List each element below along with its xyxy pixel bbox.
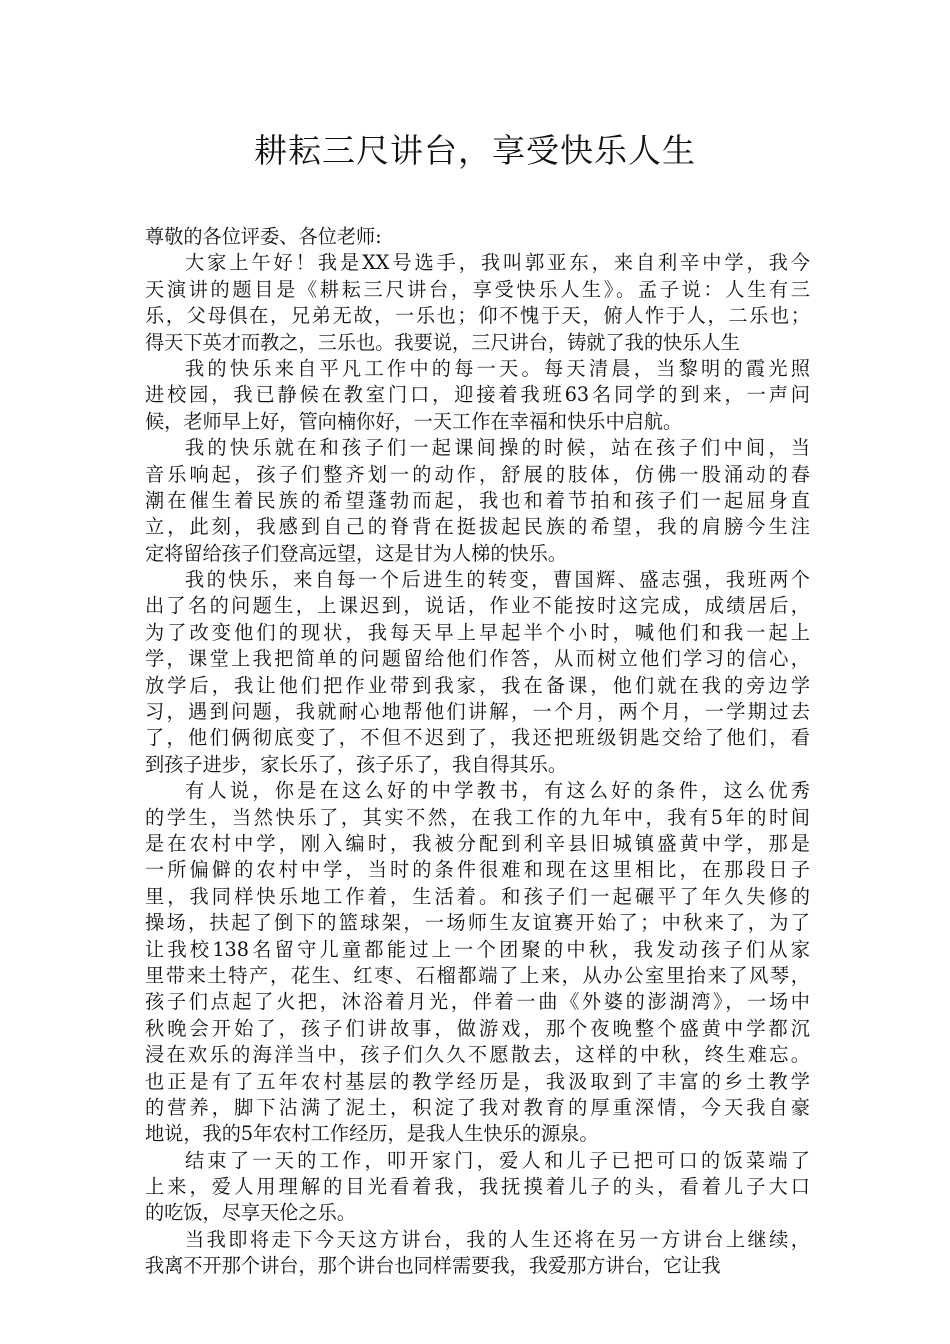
paragraph-line: 的营养，脚下沾满了泥土，积淀了我对教育的厚重深情，今天我自豪 [145, 1095, 810, 1119]
paragraph-line: 潮在催生着民族的希望蓬勃而起，我也和着节拍和孩子们一起屈身直 [145, 488, 810, 512]
paragraph-line: 的吃饭，尽享天伦之乐。 [145, 1201, 357, 1225]
paragraph-line: 进校园，我已静候在教室门口，迎接着我班63名同学的到来，一声问 [145, 383, 810, 407]
paragraph-line: 学，课堂上我把简单的问题留给他们作答，从而树立他们学习的信心， [145, 647, 810, 671]
paragraph-line: 上来，爱人用理解的目光看着我，我抚摸着儿子的头，看着儿子大口 [145, 1175, 810, 1199]
paragraph-line: 大家上午好！我是XX号选手，我叫郭亚东，来自利辛中学，我今 [185, 251, 810, 275]
paragraph [145, 778, 810, 1147]
paragraph-line: 出了名的问题生，上课迟到，说话，作业不能按时这完成，成绩居后， [145, 594, 810, 618]
paragraph-line: 得天下英才而教之，三乐也。我要说，三尺讲台，铸就了我的快乐人生 [145, 330, 740, 354]
paragraph-line: 结束了一天的工作，叩开家门，爱人和儿子已把可口的饭菜端了 [185, 1148, 810, 1172]
paragraph [145, 1227, 810, 1280]
paragraph [145, 435, 810, 567]
paragraph-line: 定将留给孩子们登高远望，这是甘为人梯的快乐。 [145, 541, 568, 565]
paragraph [145, 1148, 810, 1227]
paragraph-line: 里带来土特产，花生、红枣、石榴都端了上来，从办公室里抬来了风琴， [145, 963, 810, 987]
paragraph-line: 乐，父母俱在，兄弟无故，一乐也；仰不愧于天，俯人怍于人，二乐也； [145, 304, 810, 328]
paragraph-line: 立，此刻，我感到自己的脊背在挺拔起民族的希望，我的肩膀今生注 [145, 515, 810, 539]
paragraph-line: 习，遇到问题，我就耐心地帮他们讲解，一个月，两个月，一学期过去 [145, 700, 810, 724]
paragraph-line: 了，他们俩彻底变了，不但不迟到了，我还把班级钥匙交给了他们，看 [145, 726, 810, 750]
document-title: 耕耘三尺讲台，享受快乐人生 [254, 131, 696, 170]
paragraph-line: 音乐响起，孩子们整齐划一的动作，舒展的肢体，仿佛一股涌动的春 [145, 462, 810, 486]
paragraph [145, 250, 810, 356]
paragraph-line: 是在农村中学，刚入编时，我被分配到利辛县旧城镇盛黄中学，那是 [145, 831, 810, 855]
paragraph-line: 当我即将走下今天这方讲台，我的人生还将在另一方讲台上继续， [185, 1227, 810, 1251]
paragraph-line: 我的快乐，来自每一个后进生的转变，曹国辉、盛志强，我班两个 [185, 568, 810, 592]
paragraph-line: 秋晚会开始了，孩子们讲故事，做游戏，那个夜晚整个盛黄中学都沉 [145, 1016, 810, 1040]
paragraph-line: 候，老师早上好，管向楠你好，一天工作在幸福和快乐中启航。 [145, 409, 683, 433]
paragraph-line: 也正是有了五年农村基层的教学经历是，我汲取到了丰富的乡土教学 [145, 1069, 810, 1093]
paragraph-line: 让我校138名留守儿童都能过上一个团聚的中秋，我发动孩子们从家 [145, 937, 810, 961]
paragraph-line: 浸在欢乐的海洋当中，孩子们久久不愿散去，这样的中秋，终生难忘。 [145, 1043, 810, 1067]
document-body [145, 224, 810, 1280]
paragraph [145, 567, 810, 778]
paragraph-line: 天演讲的题目是《耕耘三尺讲台，享受快乐人生》。孟子说：人生有三 [145, 277, 810, 301]
paragraph-line: 一所偏僻的农村中学，当时的条件很难和现在这里相比，在那段日子 [145, 858, 810, 882]
paragraph-line: 我的快乐来自平凡工作中的每一天。每天清晨，当黎明的霞光照 [185, 356, 810, 380]
paragraph-line: 放学后，我让他们把作业带到我家，我在备课，他们就在我的旁边学 [145, 673, 810, 697]
paragraph-line: 孩子们点起了火把，沐浴着月光，伴着一曲《外婆的澎湖湾》，一场中 [145, 990, 810, 1014]
paragraph-line: 我的快乐就在和孩子们一起课间操的时候，站在孩子们中间，当 [185, 436, 810, 460]
paragraph-line: 的学生，当然快乐了，其实不然，在我工作的九年中，我有5年的时间 [145, 805, 810, 829]
paragraph-line: 地说，我的5年农村工作经历，是我人生快乐的源泉。 [145, 1122, 599, 1146]
paragraph-line: 我离不开那个讲台，那个讲台也同样需要我，我爱那方讲台，它让我 [145, 1254, 721, 1278]
salutation: 尊敬的各位评委、各位老师: [145, 225, 382, 248]
paragraph-line: 里，我同样快乐地工作着，生活着。和孩子们一起碾平了年久失修的 [145, 884, 810, 908]
paragraph-line: 有人说，你是在这么好的中学教书，有这么好的条件，这么优秀 [185, 779, 810, 803]
paragraph [145, 356, 810, 435]
paragraph-line: 操场，扶起了倒下的篮球架，一场师生友谊赛开始了；中秋来了，为了 [145, 911, 810, 935]
paragraph-line: 到孩子进步，家长乐了，孩子乐了，我自得其乐。 [145, 752, 568, 776]
paragraph-line: 为了改变他们的现状，我每天早上早起半个小时，喊他们和我一起上 [145, 620, 810, 644]
